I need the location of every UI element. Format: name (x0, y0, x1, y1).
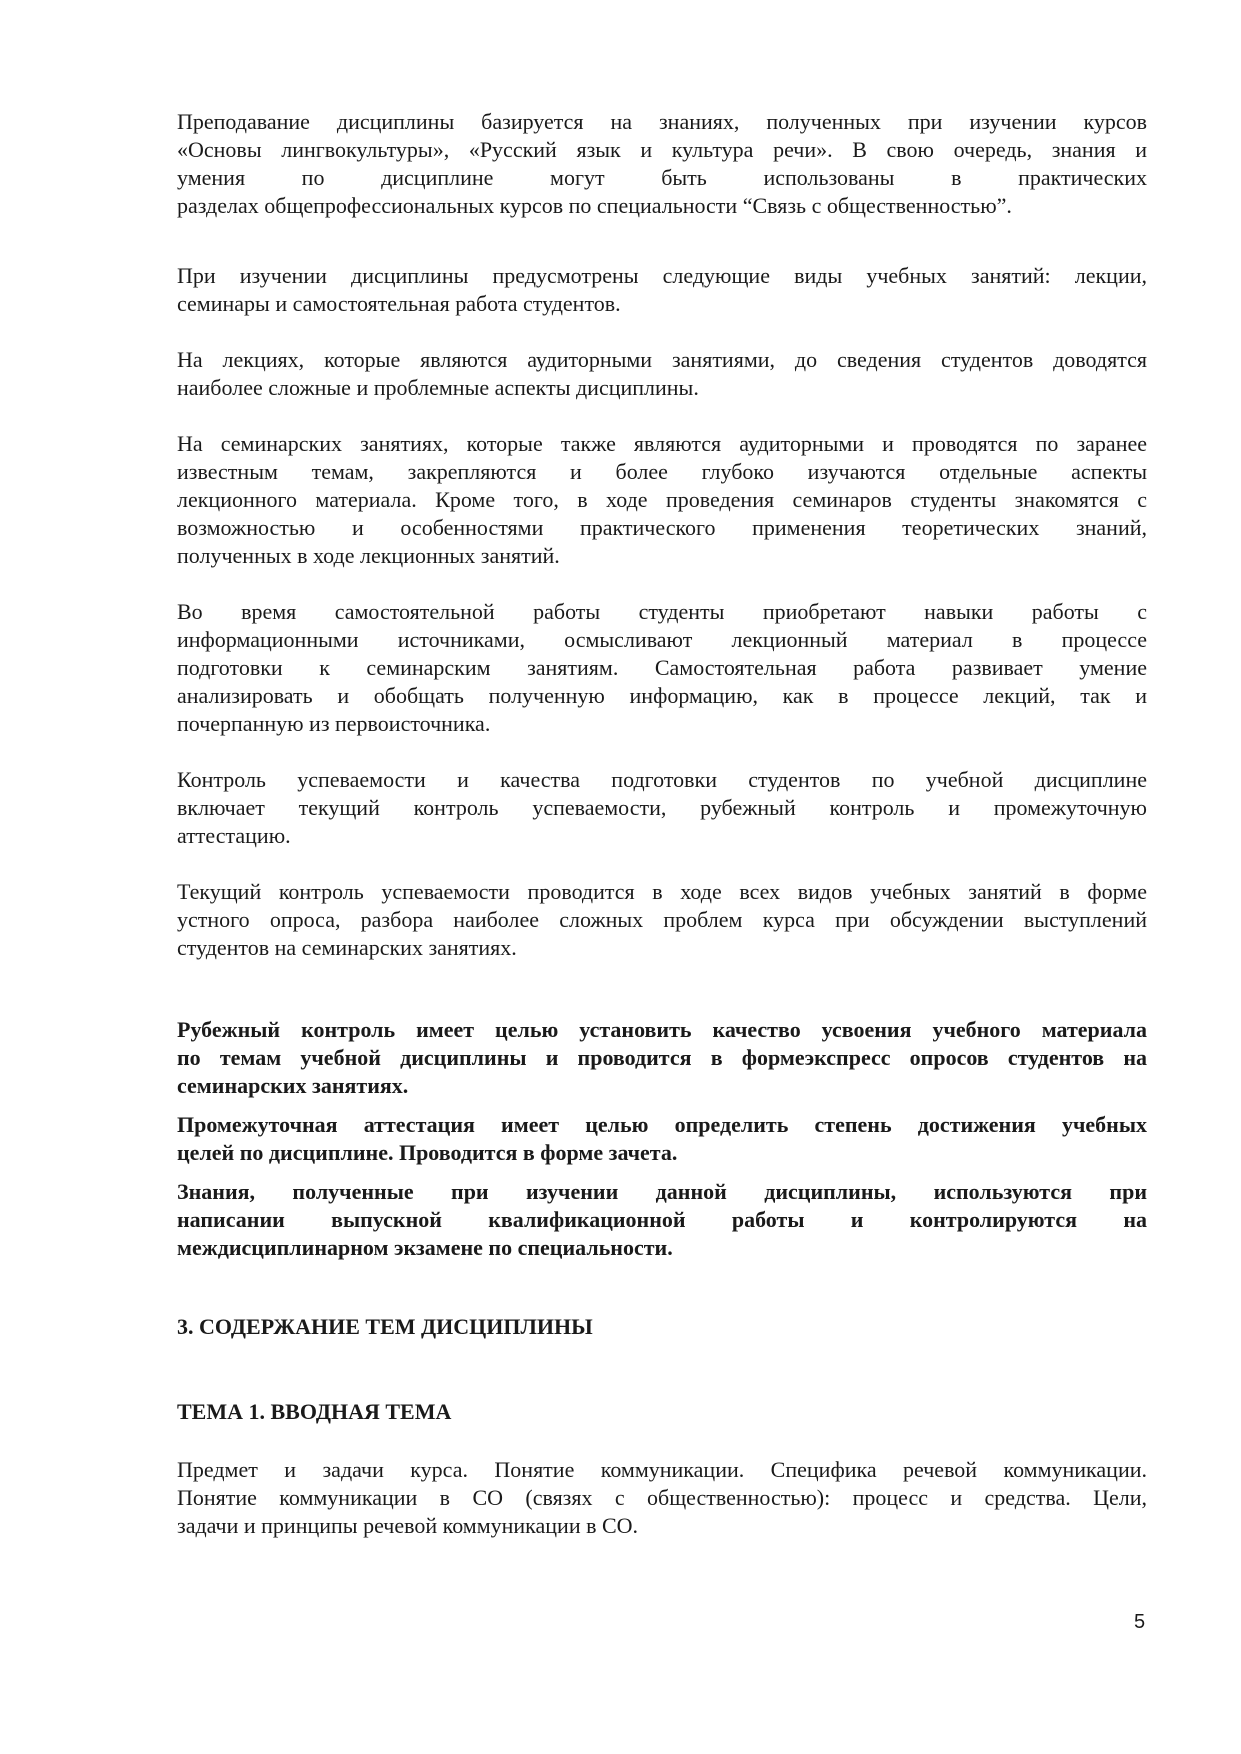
paragraph-line: Текущий контроль успеваемости проводится в ходе всех видов учебных занятий в форме (177, 879, 1147, 904)
paragraph-line: Понятие коммуникации в СО (связях с общественностью): процесс и средства. Цели, (177, 1485, 1147, 1510)
bold-paragraph-line: Знания, полученные при изучении данной дисциплины, используются при (177, 1179, 1147, 1204)
paragraph-line: «Основы лингвокультуры», «Русский язык и культура речи». В свою очередь, знания и (177, 137, 1147, 162)
bold-paragraph-line: целей по дисциплине. Проводится в форме зачета. (177, 1140, 678, 1165)
paragraph-line: умения по дисциплине могут быть использованы в практических (177, 165, 1147, 190)
section-heading: 3. СОДЕРЖАНИЕ ТЕМ ДИСЦИПЛИНЫ (177, 1314, 593, 1339)
page-number: 5 (1134, 1611, 1146, 1633)
bold-paragraph-line: по темам учебной дисциплины и проводится в формеэкспресс опросов студентов на (177, 1045, 1147, 1070)
topic-heading: ТЕМА 1. ВВОДНАЯ ТЕМА (177, 1399, 452, 1424)
paragraph-line: подготовки к семинарским занятиям. Самостоятельная работа развивает умение (177, 655, 1147, 680)
bold-paragraph-line: Рубежный контроль имеет целью установить качество усвоения учебного материала (177, 1017, 1147, 1042)
paragraph-line: информационными источниками, осмысливают лекционный материал в процессе (177, 627, 1147, 652)
paragraph-line: При изучении дисциплины предусмотрены следующие виды учебных занятий: лекции, (177, 263, 1147, 288)
paragraph-line: На семинарских занятиях, которые также являются аудиторными и проводятся по заранее (177, 431, 1147, 456)
paragraph-line: Во время самостоятельной работы студенты приобретают навыки работы с (177, 599, 1147, 624)
paragraph-line: наиболее сложные и проблемные аспекты дисциплины. (177, 375, 699, 400)
paragraph-line: семинары и самостоятельная работа студентов. (177, 291, 621, 316)
paragraph-line: Предмет и задачи курса. Понятие коммуникации. Специфика речевой коммуникации. (177, 1457, 1147, 1482)
bold-paragraph-line: Промежуточная аттестация имеет целью определить степень достижения учебных (177, 1112, 1147, 1137)
paragraph-line: аттестацию. (177, 823, 291, 848)
bold-paragraph-line: семинарских занятиях. (177, 1073, 409, 1098)
paragraph-line: полученных в ходе лекционных занятий. (177, 543, 560, 568)
paragraph-line: Преподавание дисциплины базируется на знаниях, полученных при изучении курсов (177, 109, 1147, 134)
paragraph-line: лекционного материала. Кроме того, в ходе проведения семинаров студенты знакомятся с (177, 487, 1147, 512)
paragraph-line: студентов на семинарских занятиях. (177, 935, 517, 960)
paragraph-line: На лекциях, которые являются аудиторными занятиями, до сведения студентов доводятся (177, 347, 1147, 372)
paragraph-line: включает текущий контроль успеваемости, рубежный контроль и промежуточную (177, 795, 1147, 820)
bold-paragraph-line: междисциплинарном экзамене по специальности. (177, 1235, 673, 1260)
paragraph-line: возможностью и особенностями практического применения теоретических знаний, (177, 515, 1147, 540)
paragraph-line: известным темам, закрепляются и более глубоко изучаются отдельные аспекты (177, 459, 1147, 484)
paragraph-line: анализировать и обобщать полученную информацию, как в процессе лекций, так и (177, 683, 1147, 708)
paragraph-line: Контроль успеваемости и качества подготовки студентов по учебной дисциплине (177, 767, 1147, 792)
paragraph-line: устного опроса, разбора наиболее сложных проблем курса при обсуждении выступлений (177, 907, 1147, 932)
bold-paragraph-line: написании выпускной квалификационной работы и контролируются на (177, 1207, 1147, 1232)
paragraph-line: задачи и принципы речевой коммуникации в СО. (177, 1513, 639, 1538)
paragraph-line: почерпанную из первоисточника. (177, 711, 491, 736)
paragraph-line: разделах общепрофессиональных курсов по специальности “Связь с общественностью”. (177, 193, 1012, 218)
